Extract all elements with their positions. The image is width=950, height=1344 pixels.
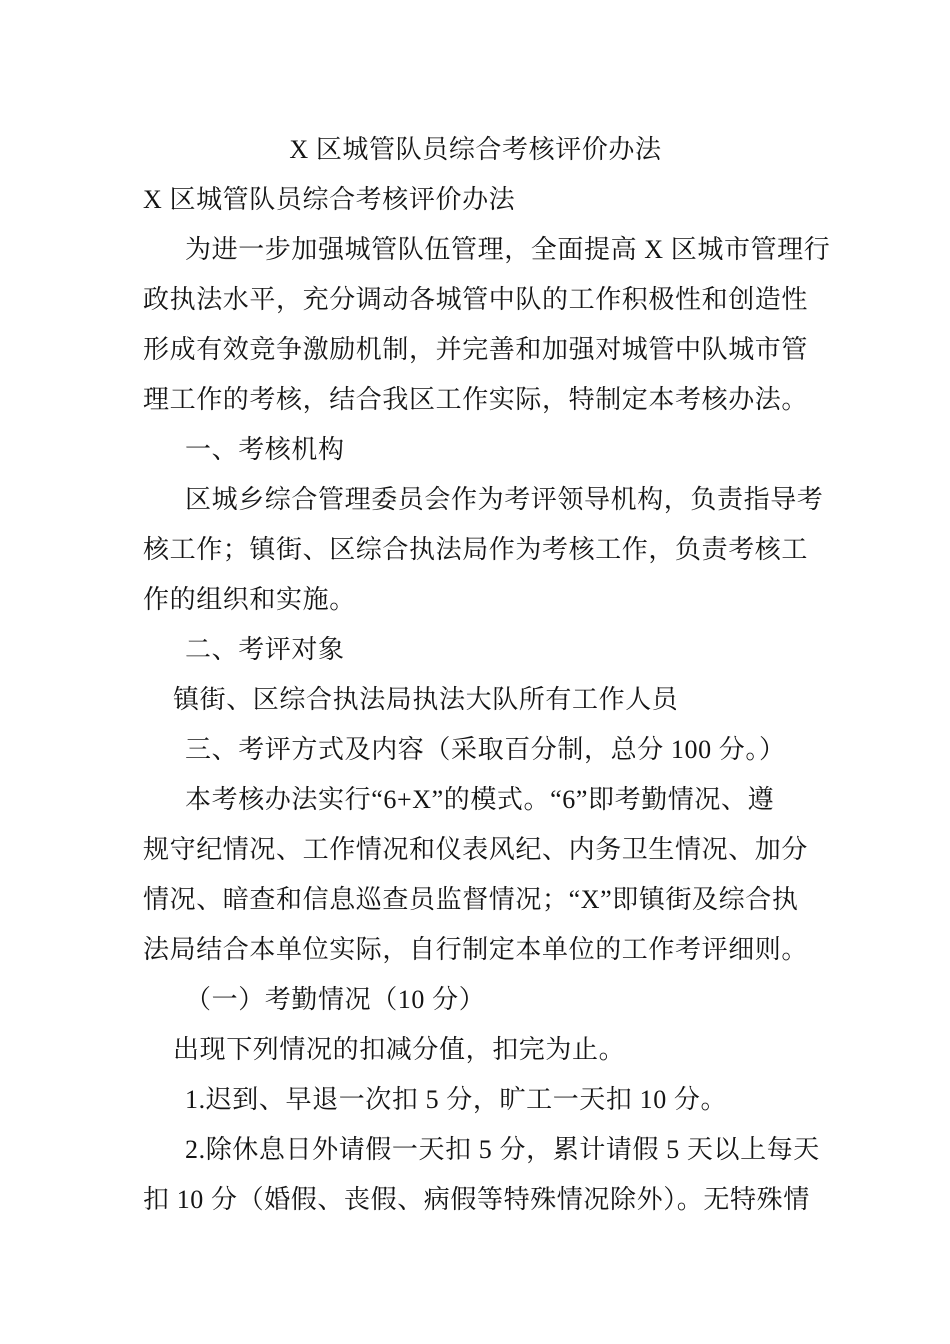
document-line: 1.迟到、早退一次扣 5 分，旷工一天扣 10 分。 [185,1085,728,1114]
document-line: 二、考评对象 [185,635,345,664]
document-line: 法局结合本单位实际，自行制定本单位的工作考评细则。 [143,935,809,964]
document-line: 理工作的考核，结合我区工作实际，特制定本考核办法。 [143,385,809,414]
document-line: （一）考勤情况（10 分） [185,985,486,1014]
document-line: 三、考评方式及内容（采取百分制，总分 100 分。） [185,735,786,764]
document-content [143,125,831,1225]
document-line: X 区城管队员综合考核评价办法 [143,185,516,214]
document-line: 2.除休息日外请假一天扣 5 分，累计请假 5 天以上每天 [185,1135,820,1164]
document-line: 一、考核机构 [185,435,345,464]
document-line: 情况、暗查和信息巡查员监督情况；“X”即镇街及综合执 [143,885,799,914]
document-title: X 区城管队员综合考核评价办法 [289,135,662,164]
document-line: 扣 10 分（婚假、丧假、病假等特殊情况除外）。无特殊情 [143,1185,810,1214]
document-line: 作的组织和实施。 [143,585,356,614]
document-line: 本考核办法实行“6+X”的模式。“6”即考勤情况、遵 [185,785,775,814]
document-line: 为进一步加强城管队伍管理，全面提高 X 区城市管理行 [185,235,831,264]
document-line: 镇街、区综合执法局执法大队所有工作人员 [173,685,679,714]
document-line: 政执法水平，充分调动各城管中队的工作积极性和创造性 [143,285,809,314]
document-line: 规守纪情况、工作情况和仪表风纪、内务卫生情况、加分 [143,835,809,864]
document-line: 形成有效竞争激励机制，并完善和加强对城管中队城市管 [143,335,809,364]
document-line: 区城乡综合管理委员会作为考评领导机构，负责指导考 [185,485,824,514]
document-line: 核工作；镇街、区综合执法局作为考核工作，负责考核工 [143,535,809,564]
document-line: 出现下列情况的扣减分值，扣完为止。 [173,1035,626,1064]
